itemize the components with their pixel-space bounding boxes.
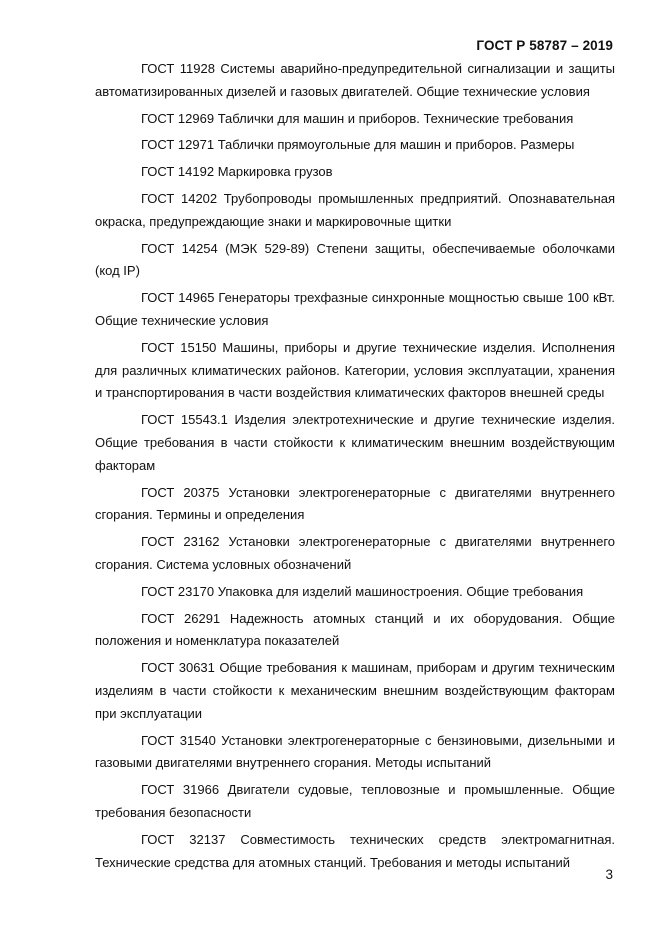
reference-item: ГОСТ 30631 Общие требования к машинам, приборам и другим техническим изделиям в части стойкости к механическим внешним воздействующим факторам при эксплуатации xyxy=(95,660,615,721)
reference-item: ГОСТ 23162 Установки электрогенераторные с двигателями внутреннего сгорания. Система условных обозначений xyxy=(95,534,615,572)
document-code: ГОСТ Р 58787 – 2019 xyxy=(476,38,613,53)
reference-item: ГОСТ 32137 Совместимость технических средств электромагнитная. Технические средства для атомных станций. Требования и методы испытаний xyxy=(95,831,615,870)
reference-item: ГОСТ 15150 Машины, приборы и другие технические изделия. Исполнения для различных климатических районов. Категории, условия эксплуатации, хранения и транспортирования в части воздействия климатических факторов внешней среды xyxy=(95,339,615,401)
reference-item: ГОСТ 11928 Системы аварийно-предупредительной сигнализации и защиты автоматизированных дизелей и газовых двигателей. Общие технические условия xyxy=(95,61,615,99)
page-number: 3 xyxy=(605,867,613,882)
normative-references-list xyxy=(95,58,615,878)
reference-item: ГОСТ 20375 Установки электрогенераторные с двигателями внутреннего сгорания. Термины и определения xyxy=(95,484,615,523)
reference-item: ГОСТ 12969 Таблички для машин и приборов. Технические требования xyxy=(141,110,574,126)
reference-item: ГОСТ 31966 Двигатели судовые, тепловозные и промышленные. Общие требования безопасности xyxy=(95,782,615,820)
reference-item: ГОСТ 14965 Генераторы трехфазные синхронные мощностью свыше 100 кВт. Общие технические условия xyxy=(95,290,615,328)
reference-item: ГОСТ 12971 Таблички прямоугольные для машин и приборов. Размеры xyxy=(141,137,575,153)
reference-item: ГОСТ 15543.1 Изделия электротехнические и другие технические изделия. Общие требования в части стойкости к климатическим внешним воздействующим факторам xyxy=(95,412,615,473)
reference-item: ГОСТ 26291 Надежность атомных станций и их оборудования. Общие положения и номенклатура показателей xyxy=(95,610,615,649)
reference-item: ГОСТ 14254 (МЭК 529-89) Степени защиты, обеспечиваемые оболочками (код IP) xyxy=(95,240,615,279)
reference-item: ГОСТ 14192 Маркировка грузов xyxy=(141,164,333,180)
reference-item: ГОСТ 31540 Установки электрогенераторные с бензиновыми, дизельными и газовыми двигателями внутреннего сгорания. Методы испытаний xyxy=(95,732,615,771)
reference-item: ГОСТ 23170 Упаковка для изделий машиностроения. Общие требования xyxy=(141,583,584,599)
reference-item: ГОСТ 14202 Трубопроводы промышленных предприятий. Опознавательная окраска, предупреждающие знаки и маркировочные щитки xyxy=(95,190,615,229)
